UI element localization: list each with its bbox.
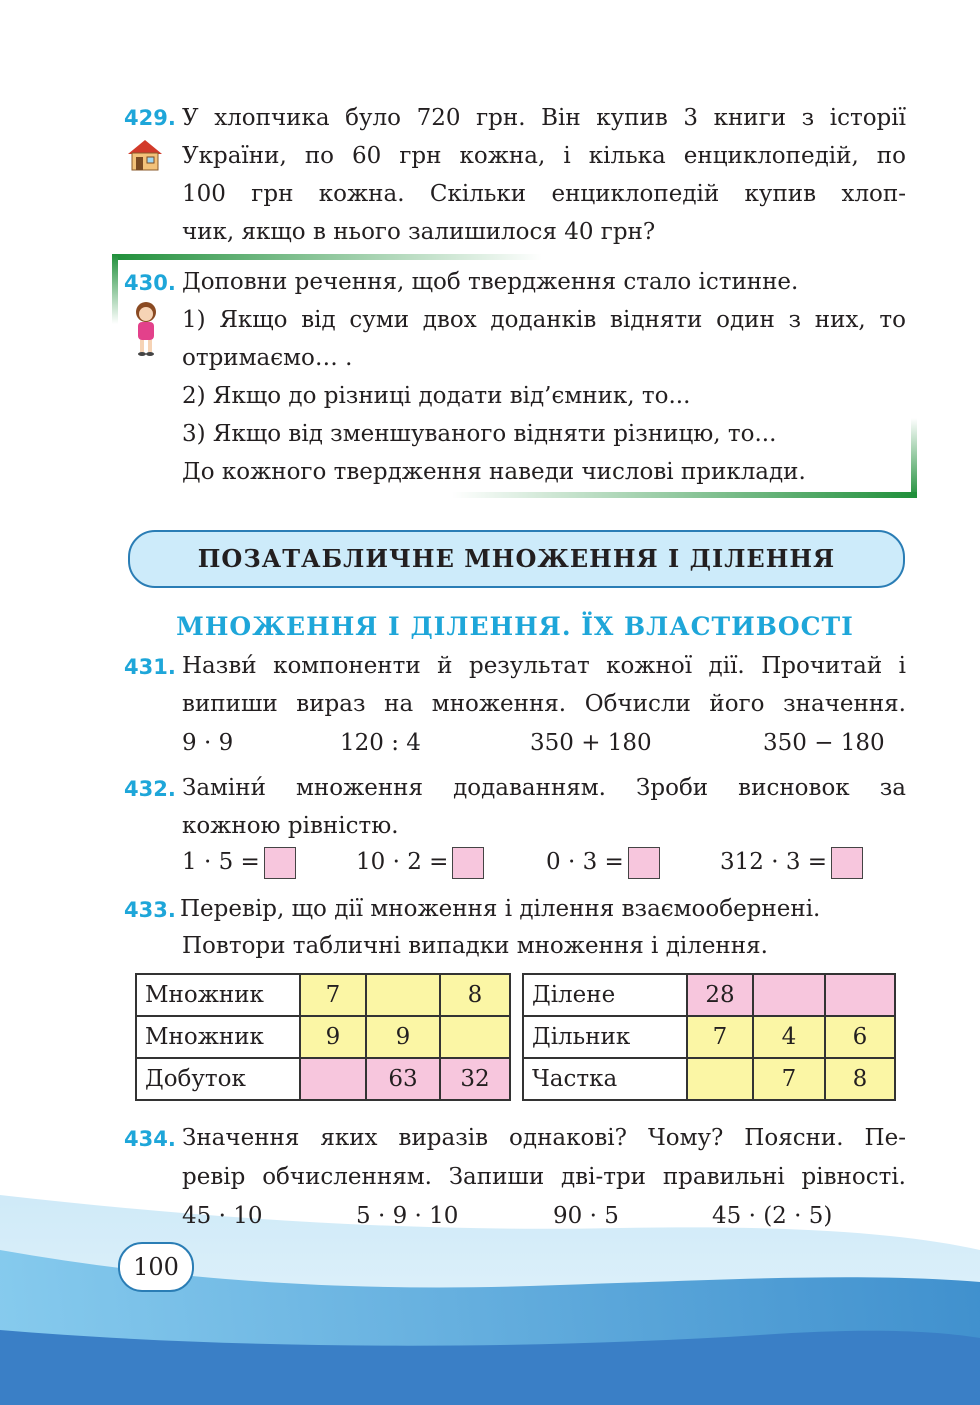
expression: 5 · 9 · 10 <box>356 1203 459 1229</box>
task-432-line: Заміни́ множення додаванням. Зроби висновок за <box>182 775 906 801</box>
equation-text: 1 · 5 = <box>182 849 260 875</box>
task-429-line: У хлопчика було 720 грн. Він купив 3 книги з історії <box>182 105 906 131</box>
table-cell: 63 <box>366 1058 440 1100</box>
expression: 350 + 180 <box>530 730 652 756</box>
task-430-line: Доповни речення, щоб твердження стало істинне. <box>182 269 799 295</box>
table-row <box>523 1058 895 1100</box>
table-cell: 8 <box>440 974 510 1016</box>
table-cell: 4 <box>753 1016 825 1058</box>
task-430-line: 1) Якщо від суми двох доданків відняти один з них, то <box>182 307 906 333</box>
task-number: 432. <box>124 777 176 801</box>
row-label: Добуток <box>136 1058 300 1100</box>
expression: 9 · 9 <box>182 730 234 756</box>
answer-box[interactable] <box>628 847 660 879</box>
expression: 350 − 180 <box>763 730 885 756</box>
green-bar-bottom <box>452 492 917 498</box>
table-cell[interactable] <box>687 1058 753 1100</box>
task-432-line: кожною рівністю. <box>182 813 399 839</box>
table-cell: 7 <box>300 974 366 1016</box>
equation <box>356 843 484 881</box>
expression: 45 · (2 · 5) <box>712 1203 833 1229</box>
subsection-title: МНОЖЕННЯ І ДІЛЕННЯ. ЇХ ВЛАСТИВОСТІ <box>176 612 854 641</box>
green-bar-right <box>911 418 917 498</box>
green-bar-top <box>112 254 542 260</box>
table-row <box>523 1016 895 1058</box>
task-number: 429. <box>124 106 176 130</box>
multiplication-table <box>135 973 511 1101</box>
division-table <box>522 973 896 1101</box>
task-number: 431. <box>124 655 176 679</box>
table-cell: 7 <box>753 1058 825 1100</box>
task-429-line: 100 грн кожна. Скільки енциклопедій купив хлоп- <box>182 181 906 207</box>
equation <box>720 843 863 881</box>
expression: 120 : 4 <box>340 730 421 756</box>
equation-text: 312 · 3 = <box>720 849 828 875</box>
house-icon <box>126 138 164 172</box>
page-number: 100 <box>118 1242 194 1292</box>
task-430-line: До кожного твердження наведи числові приклади. <box>182 459 806 485</box>
task-431-line: Назви́ компоненти й результат кожної дії. Прочитай і <box>182 653 906 679</box>
task-431-line: випиши вираз на множення. Обчисли його значення. <box>182 691 906 717</box>
task-430-line: 2) Якщо до різниці додати від’ємник, то... <box>182 383 691 409</box>
equation <box>182 843 296 881</box>
row-label: Частка <box>523 1058 687 1100</box>
table-cell: 7 <box>687 1016 753 1058</box>
table-cell[interactable] <box>300 1058 366 1100</box>
table-cell[interactable] <box>440 1016 510 1058</box>
table-cell[interactable] <box>366 974 440 1016</box>
task-434-line: ревір обчисленням. Запиши дві-три правильні рівності. <box>182 1164 906 1190</box>
table-cell: 32 <box>440 1058 510 1100</box>
task-433-line: Перевір, що дії множення і ділення взаємообернені. <box>180 896 821 922</box>
row-label: Множник <box>136 974 300 1016</box>
table-cell: 9 <box>366 1016 440 1058</box>
girl-icon <box>128 300 164 358</box>
equation-text: 10 · 2 = <box>356 849 449 875</box>
row-label: Множник <box>136 1016 300 1058</box>
expression: 45 · 10 <box>182 1203 263 1229</box>
table-row <box>136 974 510 1016</box>
task-number: 434. <box>124 1127 176 1151</box>
table-cell: 6 <box>825 1016 895 1058</box>
task-number: 433. <box>124 898 176 922</box>
row-label: Дільник <box>523 1016 687 1058</box>
task-429-line: України, по 60 грн кожна, і кілька енциклопедій, по <box>182 143 906 169</box>
table-row <box>136 1016 510 1058</box>
table-cell: 8 <box>825 1058 895 1100</box>
table-row <box>523 974 895 1016</box>
task-430-line: отримаємо… . <box>182 345 353 371</box>
expression: 90 · 5 <box>553 1203 619 1229</box>
task-434-line: Значення яких виразів однакові? Чому? Поясни. Пе- <box>182 1125 906 1151</box>
task-number: 430. <box>124 271 176 295</box>
table-row <box>136 1058 510 1100</box>
green-bar-left <box>112 254 118 324</box>
equation <box>546 843 660 881</box>
answer-box[interactable] <box>831 847 863 879</box>
answer-box[interactable] <box>452 847 484 879</box>
equation-text: 0 · 3 = <box>546 849 624 875</box>
table-cell[interactable] <box>753 974 825 1016</box>
table-cell: 28 <box>687 974 753 1016</box>
table-cell: 9 <box>300 1016 366 1058</box>
answer-box[interactable] <box>264 847 296 879</box>
task-430-line: 3) Якщо від зменшуваного відняти різницю, то... <box>182 421 777 447</box>
task-429-line: чик, якщо в нього залишилося 40 грн? <box>182 219 656 245</box>
table-cell[interactable] <box>825 974 895 1016</box>
row-label: Ділене <box>523 974 687 1016</box>
task-433-line: Повтори табличні випадки множення і ділення. <box>182 933 768 959</box>
section-banner: ПОЗАТАБЛИЧНЕ МНОЖЕННЯ І ДІЛЕННЯ <box>128 530 905 588</box>
